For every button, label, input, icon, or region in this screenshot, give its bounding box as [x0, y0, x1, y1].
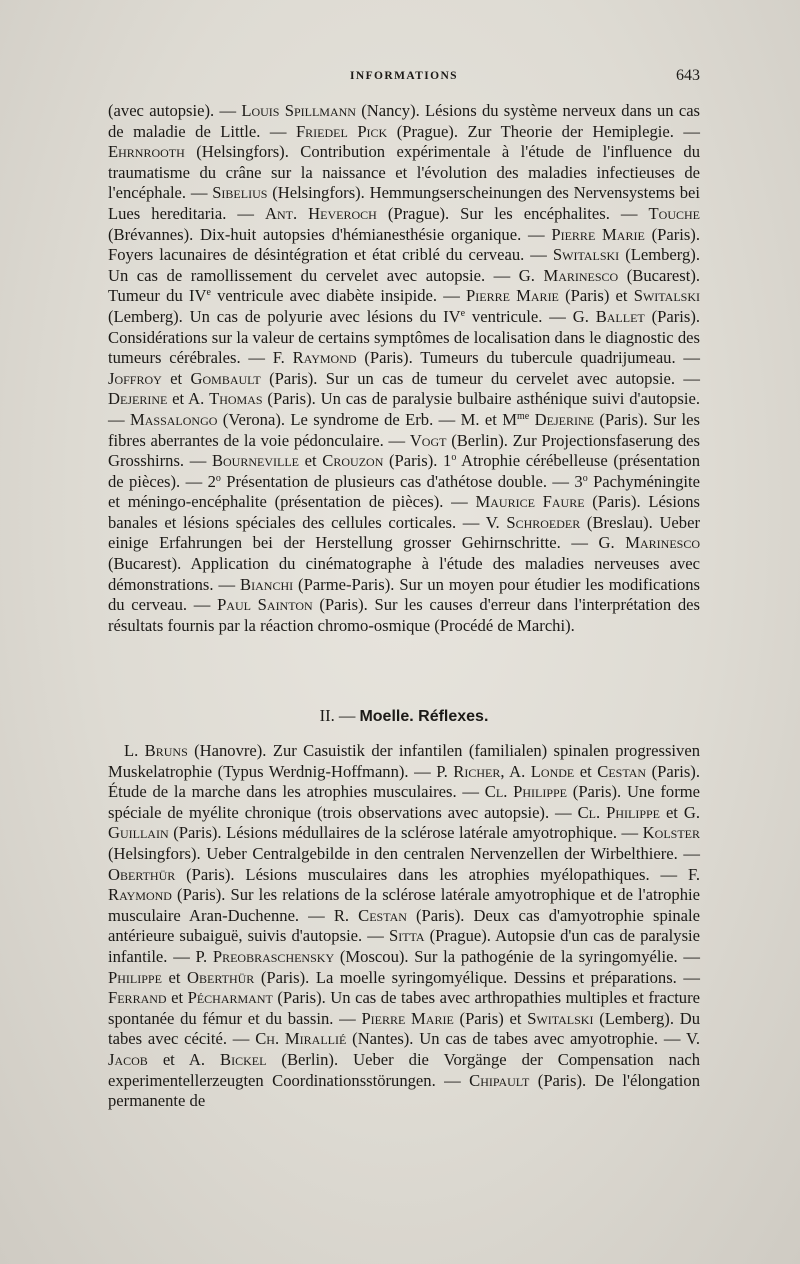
author-name: Oberthür [108, 864, 176, 884]
superscript: e [206, 287, 211, 299]
text-run: (Bucarest). Application du cinématographe à l'étude des maladies nerveuses avec démonstrations. — [108, 554, 700, 594]
text-run: et G. [660, 802, 701, 822]
author-name: Ch. Mirallié [255, 1029, 347, 1049]
text-run: (Lemberg). Un cas de ramollissement du cervelet avec autopsie. — G. [108, 245, 700, 285]
text-run: (Paris). Lésions médullaires de la sclérose latérale amyotrophique. — [168, 823, 643, 843]
author-name: Jacob [108, 1049, 148, 1069]
text-run: et [299, 451, 323, 471]
author-name: Ferrand [108, 988, 167, 1008]
text-run: (Paris). Sur les fibres aberrantes de la voie pédonculaire. — [108, 409, 700, 450]
author-name: Richer [453, 761, 501, 781]
text-run: (Prague). Zur Theorie der Hemiplegie. — [387, 121, 700, 141]
author-name: Friedel Pick [295, 121, 388, 141]
author-name: Kolster [642, 823, 700, 843]
text-run: et A. [167, 389, 210, 409]
text-run: (Verona). Le syndrome de Erb. — M. et M [217, 409, 518, 429]
text-run: (Paris). De l'élongation permanente de [108, 1070, 700, 1111]
text-run: (Paris). La moelle syringomyélique. Dessins et préparations. — [254, 967, 700, 987]
author-name: Oberthür [187, 967, 255, 987]
author-name: Sitta [388, 926, 425, 946]
text-run: Présentation de plusieurs cas d'athétose double. — 3 [220, 471, 583, 491]
author-name: Massalongo [129, 409, 218, 429]
text-run: (Lemberg). Du tabes avec cécité. — [108, 1008, 700, 1049]
text-run: (Paris) et [453, 1008, 528, 1028]
text-run: (Nantes). Un cas de tabes avec amyotrophie. — V. [346, 1029, 700, 1049]
author-name: Thomas [209, 389, 263, 409]
superscript: o [582, 472, 588, 484]
author-name: Pierre Marie [361, 1008, 454, 1028]
author-name: Raymond [108, 885, 172, 905]
author-name: Crouzon [322, 451, 384, 471]
text-run: (Paris). Foyers lacunaires de désintégration et état criblé du cerveau. — [108, 224, 700, 265]
author-name: Switalski [552, 245, 620, 265]
text-run: et A. [147, 1049, 221, 1069]
author-name: Marinesco [625, 533, 700, 553]
author-name: Pécharmant [187, 988, 273, 1008]
text-run: (Lemberg). Un cas de polyurie avec lésions du IV [108, 306, 461, 326]
author-name: Sibelius [212, 183, 268, 203]
superscript: o [451, 452, 457, 464]
author-name: Bruns [144, 741, 188, 760]
text-run: (Paris). Lésions banales et lésions spéciales des cellules corticales. — V. [108, 492, 700, 532]
author-name: Touche [648, 203, 700, 223]
text-run: et [161, 967, 188, 987]
text-run: (Paris) et [558, 286, 634, 306]
superscript: o [215, 472, 221, 484]
text-run: (Parme-Paris). Sur un moyen pour étudier les modifications du cerveau. — [108, 574, 700, 615]
text-run: , A. [500, 761, 531, 781]
text-run: et [161, 368, 191, 388]
section-prefix: II. — [319, 706, 360, 725]
text-run: (Paris). Une forme spéciale de myélite chronique (trois observations avec autopsie). — [108, 782, 700, 822]
author-name: Switalski [633, 286, 700, 306]
author-name: Vogt [409, 430, 447, 450]
author-name: Cl. Philippe [484, 782, 568, 802]
text-run: (Paris). Un cas de tabes avec arthropathies multiples et fracture spontanée du fémur et du bassin. — [108, 988, 701, 1028]
superscript: e [460, 307, 466, 319]
text-run: (Paris). Lésions musculaires dans les atrophies myélopathiques. — F. [175, 864, 700, 884]
author-name: Ehrnrooth [108, 142, 185, 162]
author-name: Marinesco [543, 265, 619, 285]
author-name: Ant. Heveroch [265, 203, 377, 223]
author-name: Cestan [358, 905, 407, 925]
author-name: Philippe [108, 967, 162, 987]
text-run: (Breslau). Ueber einige Erfahrungen bei der Herstellung grosser Gehirnschritte. — G. [108, 512, 700, 553]
text-run: (Hanovre). Zur Casuistik der infantilen (familialen) spinalen progressiven Muskelatrophie (Typus Werdnig-Hoffmann). — P. [108, 741, 701, 781]
text-run: (Berlin). Zur Projectionsfaserung des Grosshirns. — [108, 430, 700, 471]
text-run: (Paris). Sur les causes d'erreur dans l'interprétation des résultats fournis par la réaction chromo-osmique (Procédé de Marchi). [108, 595, 700, 635]
author-name: Raymond [292, 348, 357, 368]
text-run: (Prague). Autopsie d'un cas de paralysie infantile. — P. [108, 926, 700, 966]
text-run: (Berlin). Ueber die Vorgänge der Compensation nach experimentellerzeugten Coordinationsstörungen. — [108, 1049, 700, 1090]
text-run: (Bucarest). Tumeur du IV [108, 265, 700, 306]
text-run: ventricule. — G. [465, 306, 596, 326]
text-run: (Paris). Considérations sur la valeur de certains symptômes de localisation dans le diagnostic des tumeurs cérébrales. — F. [108, 306, 701, 368]
author-name: Dejerine [534, 409, 594, 429]
text-run: (Nancy). Lésions du système nerveux dans un cas de maladie de Little. — [108, 101, 701, 141]
section-title: Moelle. Réflexes. [359, 708, 489, 725]
text-run: (Paris). 1 [383, 451, 452, 471]
paragraph-moelle [108, 741, 700, 1112]
author-name: Joffroy [108, 368, 162, 388]
text-run: Atrophie cérébelleuse (présentation de pièces). — 2 [108, 451, 700, 491]
text-run: L. [124, 741, 145, 760]
text-run: (Paris). Deux cas d'amyotrophie spinale antérieure subaiguë, suivis d'autopsie. — [108, 905, 701, 946]
author-name: Paul Sainton [217, 595, 313, 615]
author-name: Londe [530, 761, 575, 781]
text-run: Pachyméningite et méningo-encéphalite (présentation de pièces). — [108, 471, 700, 512]
author-name: Louis Spillmann [241, 101, 356, 120]
author-name: Pierre Marie [466, 286, 559, 306]
text-run: (Helsingfors). Ueber Centralgebilde in den centralen Nervenzellen der Wirbelthiere. — [108, 843, 700, 863]
paragraph-encephale [108, 101, 700, 636]
author-name: Maurice Faure [475, 492, 585, 512]
running-title: INFORMATIONS [350, 70, 458, 82]
author-name: Cl. Philippe [577, 802, 660, 822]
text-run: (Paris). Tumeurs du tubercule quadrijumeau. — [356, 348, 700, 368]
author-name: Switalski [527, 1008, 594, 1028]
section-heading [108, 706, 700, 726]
running-head [108, 67, 700, 90]
author-name: Gombault [190, 368, 261, 388]
author-name: Chipault [469, 1070, 530, 1090]
author-name: Bourneville [211, 451, 300, 471]
text-run: (Paris). Un cas de paralysie bulbaire asthénique suivi d'autopsie. — [108, 389, 700, 429]
author-name: Cestan [597, 761, 647, 781]
author-name: Ballet [595, 306, 645, 326]
author-name: Dejerine [108, 389, 168, 409]
text-run: (avec autopsie). — [108, 101, 242, 120]
text-run: (Prague). Sur les encéphalites. — [376, 203, 649, 223]
text-run: (Helsingfors). Hemmungserscheinungen des Nervensystems bei Lues hereditaria. — [108, 183, 700, 223]
page-number: 643 [676, 67, 700, 84]
author-name: Preobraschensky [212, 946, 335, 966]
superscript: me [517, 410, 530, 422]
author-name: Bianchi [240, 574, 294, 594]
text-run: (Paris). Étude de la marche dans les atrophies musculaires. — [108, 761, 700, 802]
author-name: Schroeder [506, 512, 581, 532]
author-name: Guillain [108, 823, 169, 843]
text-run: et [574, 761, 598, 781]
text-run: (Moscou). Sur la pathogénie de la syringomyélie. — [334, 946, 701, 966]
text-run: (Helsingfors). Contribution expérimentale à l'étude de l'influence du traumatisme du crâne sur la naissance et l'évolution des maladies infectieuses de l'encéphale. — [108, 142, 700, 203]
author-name: Pierre Marie [551, 224, 645, 244]
text-run: (Paris). Sur un cas de tumeur du cervelet avec autopsie. — [260, 368, 700, 388]
author-name: Bickel [220, 1049, 267, 1069]
text-run: (Paris). Sur les relations de la sclérose latérale amyotrophique et de l'atrophie musculaire Aran-Duchenne. — R. [108, 885, 700, 925]
text-run: et [166, 988, 188, 1008]
text-run: (Brévannes). Dix-huit autopsies d'hémianesthésie organique. — [108, 224, 552, 244]
text-run: ventricule avec diabète insipide. — [210, 286, 467, 306]
